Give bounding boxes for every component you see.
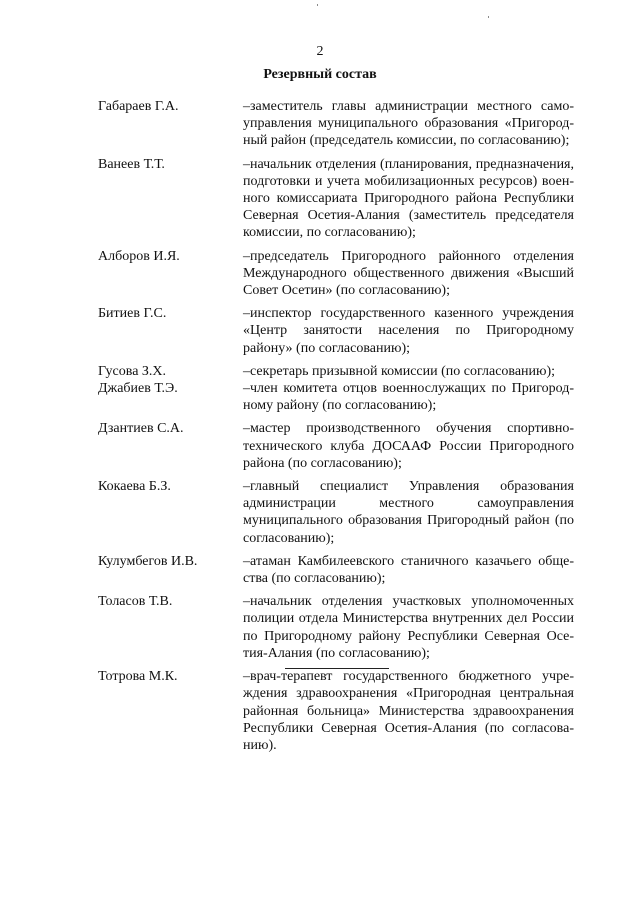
member-name: Битиев Г.С. [98,306,167,322]
member-name: Тотрова М.К. [98,669,178,685]
roster-row [98,553,574,587]
scan-speck [488,16,489,18]
member-name: Толасов Т.В. [98,594,173,610]
member-role: –секретарь призывной комиссии (по согласованию); [243,363,556,379]
roster-row [98,156,574,242]
roster-row [98,305,574,357]
member-role: –председатель Пригородного районного отделения Международного общественного движения «Высший Совет Осетин» (по согласованию); [243,248,574,299]
section-heading: Резервный состав [263,67,377,82]
member-name: Гусова З.Х. [98,363,167,379]
member-name: Ванеев Т.Т. [98,156,165,172]
roster-row [98,668,574,754]
member-role: –начальник отделения участковых уполномоченных полиции отдела Министерства внутренних дел России по Пригородному району Республики Северная Осетия-Алания (по согласованию); [243,594,574,661]
roster-row [98,98,574,150]
roster-row [98,380,574,414]
member-name: Габараев Г.А. [98,99,179,114]
closing-divider [285,668,389,669]
member-role: –врач-терапевт государственного бюджетного учреждения здравоохранения «Пригородная центральная районная больница» Министерства здравоохранения Республики Северная Осетия-Алания (по согласованию). [243,669,574,753]
member-role: –заместитель главы администрации местного самоуправления муниципального образования «Пригородный район (председатель комиссии, по согласованию); [243,99,574,149]
roster-row [98,363,574,380]
roster-row [98,248,574,300]
member-name: Дзантиев С.А. [98,421,184,437]
member-role: –главный специалист Управления образования администрации местного самоуправления муниципального образования Пригородный район (по согласованию); [243,479,574,546]
member-name: Алборов И.Я. [98,248,180,264]
roster-row [98,420,574,472]
member-role: –мастер производственного обучения спортивно-технического клуба ДОСААФ России Пригородного района (по согласованию); [243,421,574,471]
member-name: Джабиев Т.Э. [98,381,178,397]
roster-row [98,593,574,662]
roster-row [98,478,574,547]
member-roster [98,98,574,760]
member-role: –инспектор государственного казенного учреждения «Центр занятости населения по Пригородному району» (по согласованию); [243,306,574,356]
member-name: Кулумбегов И.В. [98,553,198,569]
member-role: –атаман Камбилеевского станичного казачьего общества (по согласованию); [243,553,574,587]
page-number: 2 [316,44,324,59]
member-role: –начальник отделения (планирования, предназначения, подготовки и учета мобилизационных ресурсов) военного комиссариата Пригородного района Республики Северная Осетия-Алания (заместитель председателя комиссии, по согласованию); [243,156,574,241]
member-role: –член комитета отцов военнослужащих по Пригородному району (по согласованию); [243,381,574,414]
member-name: Кокаева Б.З. [98,479,171,495]
scan-speck [317,4,318,6]
